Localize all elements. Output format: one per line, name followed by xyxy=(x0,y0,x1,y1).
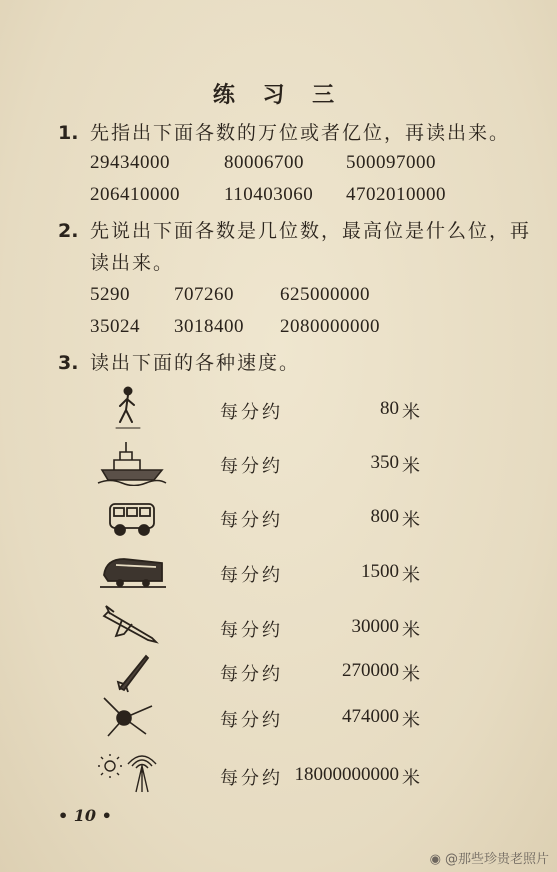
number-item: 80006700 xyxy=(224,152,304,173)
radio-tower-icon xyxy=(96,752,168,798)
number-item: 206410000 xyxy=(90,184,180,205)
page-title: 练 习 三 xyxy=(212,82,345,108)
rocket-icon xyxy=(96,648,168,694)
question-2-continued xyxy=(90,248,174,278)
number-item: 35024 xyxy=(90,316,140,337)
weibo-icon: ◉ xyxy=(429,852,441,867)
speed-row-bus xyxy=(0,494,557,540)
speed-row-satellite xyxy=(0,694,557,740)
speed-value: 350 xyxy=(370,452,399,473)
speed-unit: 米 xyxy=(402,565,420,586)
number-item: 5290 xyxy=(90,284,130,305)
number-item: 3018400 xyxy=(174,316,244,337)
speed-label: 每分约 xyxy=(220,456,283,477)
question-2-text-line-1: 先说出下面各数是几位数，最高位是什么位，再 xyxy=(90,220,532,242)
speed-value: 1500 xyxy=(361,561,399,582)
speed-value: 18000000000 xyxy=(294,764,399,785)
speed-unit: 米 xyxy=(402,620,420,641)
speed-label: 每分约 xyxy=(220,620,283,641)
number-item: 707260 xyxy=(174,284,234,305)
number-item: 500097000 xyxy=(346,152,436,173)
speed-label: 每分约 xyxy=(220,565,283,586)
speed-row-rocket xyxy=(0,648,557,694)
speed-unit: 米 xyxy=(402,664,420,685)
train-icon xyxy=(96,549,168,595)
speed-unit: 米 xyxy=(402,768,420,789)
speed-unit: 米 xyxy=(402,710,420,731)
number-item: 110403060 xyxy=(224,184,314,205)
question-1-number: 1. xyxy=(58,122,79,144)
ship-icon xyxy=(96,440,168,486)
speed-label: 每分约 xyxy=(220,664,283,685)
speed-label: 每分约 xyxy=(220,768,283,789)
question-3-text: 读出下面的各种速度。 xyxy=(90,352,301,374)
speed-value: 30000 xyxy=(351,616,399,637)
speed-row-jet xyxy=(0,604,557,650)
speed-unit: 米 xyxy=(402,456,420,477)
speed-unit: 米 xyxy=(402,510,420,531)
speed-row-radio xyxy=(0,752,557,798)
satellite-icon xyxy=(96,694,168,740)
speed-value: 474000 xyxy=(342,706,399,727)
page-number: • 10 • xyxy=(58,806,112,825)
question-1-text: 先指出下面各数的万位或者亿位，再读出来。 xyxy=(90,122,511,144)
bus-icon xyxy=(96,494,168,540)
question-3 xyxy=(58,348,300,378)
speed-value: 800 xyxy=(370,506,399,527)
number-item: 2080000000 xyxy=(280,316,380,337)
walking-person-icon xyxy=(96,386,168,432)
question-3-number: 3. xyxy=(58,352,79,374)
speed-value: 270000 xyxy=(342,660,399,681)
speed-label: 每分约 xyxy=(220,402,283,423)
number-item: 29434000 xyxy=(90,152,170,173)
speed-row-walking xyxy=(0,386,557,432)
speed-value: 80 xyxy=(380,398,399,419)
question-2-number: 2. xyxy=(58,220,79,242)
watermark xyxy=(430,848,549,867)
speed-row-train xyxy=(0,549,557,595)
speed-label: 每分约 xyxy=(220,710,283,731)
number-item: 4702010000 xyxy=(346,184,446,205)
speed-unit: 米 xyxy=(402,402,420,423)
question-2-text-line-2: 读出来。 xyxy=(90,252,175,274)
speed-row-ship xyxy=(0,440,557,486)
watermark-text: @那些珍贵老照片 xyxy=(444,852,549,867)
number-item: 625000000 xyxy=(280,284,370,305)
speed-label: 每分约 xyxy=(220,510,283,531)
question-1 xyxy=(58,118,510,148)
jet-plane-icon xyxy=(96,604,168,650)
question-2 xyxy=(58,216,531,246)
